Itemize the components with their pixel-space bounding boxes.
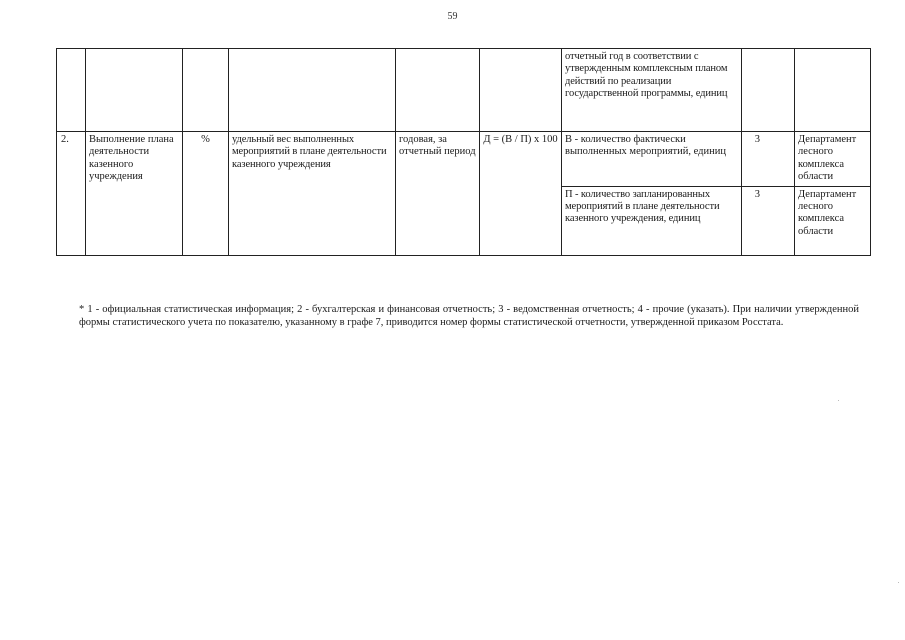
table-row-continued [57,49,871,132]
row-number: 2. [57,132,86,256]
variable-description: П - количество запланированных мероприятий в плане деятельности казенного учреждения, единиц [562,186,742,255]
footnote: * 1 - официальная статистическая информация; 2 - бухгалтерская и финансовая отчетность; 3 - ведомственная отчетность; 4 - прочие (указать). При наличии утвержденной формы статистического учета по показателю, указанному в графе 7, приводится номер формы статистической отчетности, утвержденной приказом Росстата. [79,304,859,329]
page-number: 59 [447,11,458,22]
cell-empty [795,49,871,132]
cell-empty [86,49,183,132]
cell-empty [742,49,795,132]
table-row-indicator-2 [57,132,871,187]
variable-description: В - количество фактически выполненных мероприятий, единиц [562,132,742,187]
cell-empty [183,49,229,132]
periodicity: годовая, за отчетный период [396,132,480,256]
calculation-formula: Д = (В / П) x 100 [480,132,562,256]
scan-speck [838,400,839,401]
cell-empty [229,49,396,132]
indicator-name: Выполнение плана деятельности казенного учреждения [86,132,183,256]
cell-empty [396,49,480,132]
indicator-definition: удельный вес выполненных мероприятий в плане деятельности казенного учреждения [229,132,396,256]
source-code: 3 [742,186,795,255]
scan-speck [898,582,899,583]
source-code: 3 [742,132,795,187]
unit-of-measure: % [183,132,229,256]
cell-empty [480,49,562,132]
indicators-table [56,48,871,256]
cell-empty [57,49,86,132]
responsible-body: Департамент лесного комплекса области [795,132,871,187]
responsible-body: Департамент лесного комплекса области [795,186,871,255]
variable-description-continued: отчетный год в соответствии с утвержденным комплексным планом действий по реализации государственной программы, единиц [562,49,742,132]
